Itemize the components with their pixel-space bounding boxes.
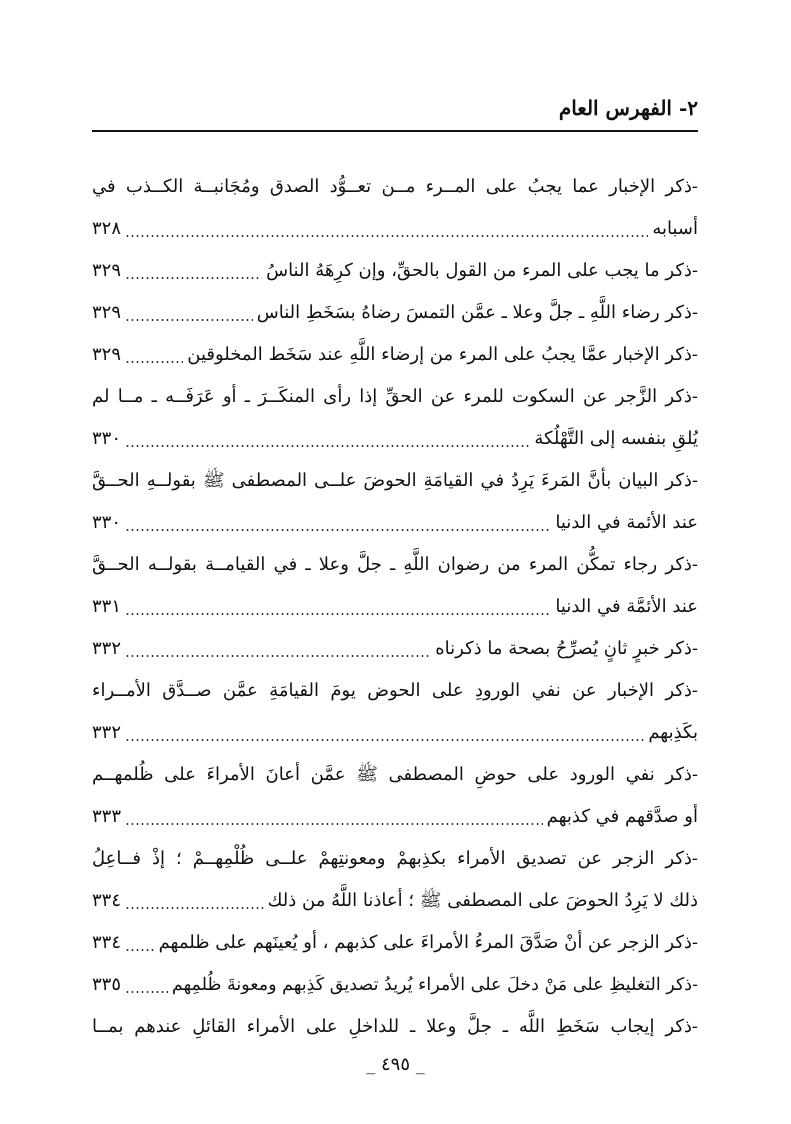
index-line bbox=[92, 166, 698, 208]
dot-leader bbox=[125, 655, 431, 657]
index-line bbox=[92, 544, 698, 586]
entry-text: -ذكر البيان بأنَّ المَرءَ يَرِدُ في القيامَةِ الحوضَ علــى المصطفى ﷺ بقولــهِ الحــقَّ bbox=[92, 470, 698, 491]
index-line bbox=[92, 502, 698, 544]
entry-text: بكَذِبهم bbox=[648, 722, 698, 743]
index-line bbox=[92, 1006, 698, 1048]
entry-text: -ذكر الزجر عن تصديق الأمراء بكذِبهمْ ومعونتِهمْ علــى ظُلْمِهــمْ ؛ إذْ فــاعِلُ bbox=[92, 848, 698, 869]
entry-page-number: ٣٣٤ bbox=[92, 932, 122, 953]
entry-page-number: ٣٢٨ bbox=[92, 218, 122, 239]
header-title: ٢- الفهرس العام bbox=[558, 96, 698, 120]
entry-page-number: ٣٢٩ bbox=[92, 344, 122, 365]
index-line bbox=[92, 922, 698, 964]
index-line bbox=[92, 250, 698, 292]
entry-page-number: ٣٣١ bbox=[92, 596, 122, 617]
entry-text: أسبابه bbox=[652, 218, 698, 239]
entry-text: -ذكر الزجر عن أنْ صَدَّقَ المرءُ الأمراءَ على كذبهم ، أو يُعينَهم على ظلمهم bbox=[159, 932, 698, 953]
page-number: _ ٤٩٥ _ bbox=[366, 1054, 425, 1075]
index-line bbox=[92, 376, 698, 418]
entry-text: -ذكر خبرٍ ثانٍ يُصرِّحُ بصحة ما ذكرناه bbox=[435, 638, 698, 659]
entry-text: -ذكر الإخبار عما يجبُ على المــرء مــن تعــوُّد الصدق ومُجَانبــة الكــذب في bbox=[92, 176, 698, 197]
entry-text: يُلقِ بنفسه إلى التَّهْلُكة bbox=[534, 428, 698, 449]
entry-page-number: ٣٣٠ bbox=[92, 428, 122, 449]
dot-leader bbox=[125, 361, 183, 363]
index-line bbox=[92, 292, 698, 334]
dot-leader bbox=[125, 277, 262, 279]
entry-page-number: ٣٣٠ bbox=[92, 512, 122, 533]
entry-text: -ذكر نفي الورود على حوضِ المصطفى ﷺ عمَّن أعانَ الأمراءَ على ظُلمهــم bbox=[92, 764, 698, 785]
index-line bbox=[92, 838, 698, 880]
entry-text: -ذكر الإخبار عن نفي الورودِ على الحوض يومَ القيامَةِ عمَّن صــدَّق الأمــراء bbox=[92, 680, 698, 701]
entry-text: -ذكر رجاء تمكُّن المرء من رضوان اللَّهِ ـ جلَّ وعلا ـ في القيامــة بقولــه الحــقَّ bbox=[92, 554, 698, 575]
running-header bbox=[92, 96, 698, 128]
entry-text: ذلك لا يَرِدُ الحوضَ على المصطفى ﷺ ؛ أعاذنا اللَّهُ من ذلك bbox=[267, 890, 698, 911]
header-rule bbox=[92, 130, 698, 132]
entry-text: عند الأئمَّة في الدنيا bbox=[555, 596, 698, 617]
entry-text: -ذكر التغليظِ على مَنْ دخلَ على الأمراء يُريدُ تصديق كَذِبهم ومعونةَ ظُلمِهم bbox=[171, 975, 698, 995]
index-line bbox=[92, 712, 698, 754]
entry-text: -ذكر إيجاب سَخَطِ اللَّه ـ جلَّ وعلا ـ للداخلِ على الأمراء القائلِ عندهم بمــا bbox=[92, 1016, 698, 1037]
entry-page-number: ٣٣٥ bbox=[92, 974, 122, 995]
dot-leader bbox=[125, 823, 543, 825]
index-line bbox=[92, 754, 698, 796]
entry-page-number: ٣٣٢ bbox=[92, 722, 122, 743]
index-line bbox=[92, 670, 698, 712]
index-entries bbox=[92, 166, 698, 1048]
entry-page-number: ٣٣٣ bbox=[92, 806, 122, 827]
dot-leader bbox=[125, 319, 253, 321]
index-line bbox=[92, 796, 698, 838]
index-line bbox=[92, 880, 698, 922]
entry-text: أو صدَّقهم في كذبهم bbox=[546, 806, 698, 827]
dot-leader bbox=[125, 529, 551, 531]
index-line bbox=[92, 334, 698, 376]
entry-text: -ذكر ما يجب على المرء من القول بالحقِّ، وإن كرِهَهُ الناسُ bbox=[266, 260, 698, 281]
dot-leader bbox=[125, 991, 168, 993]
dot-leader bbox=[125, 613, 551, 615]
entry-page-number: ٣٣٤ bbox=[92, 890, 122, 911]
dot-leader bbox=[125, 949, 155, 951]
index-line bbox=[92, 586, 698, 628]
entry-text: -ذكر الإخبار عمَّا يجبُ على المرء من إرضاء اللَّهِ عند سَخَط المخلوقين bbox=[187, 344, 698, 365]
entry-text: -ذكر رضاء اللَّهِ ـ جلَّ وعلا ـ عمَّن التمسَ رضاهُ بسَخَطِ الناس bbox=[256, 302, 698, 323]
dot-leader bbox=[125, 907, 264, 909]
entry-page-number: ٣٢٩ bbox=[92, 302, 122, 323]
dot-leader bbox=[125, 235, 648, 237]
dot-leader bbox=[125, 445, 530, 447]
entry-page-number: ٣٣٢ bbox=[92, 638, 122, 659]
index-line bbox=[92, 460, 698, 502]
index-line bbox=[92, 208, 698, 250]
entry-page-number: ٣٢٩ bbox=[92, 260, 122, 281]
entry-text: -ذكر الزَّجر عن السكوت للمرء عن الحقِّ إذا رأى المنكَــرَ ـ أو عَرَفَــه ـ مــا لم bbox=[92, 386, 698, 407]
index-line bbox=[92, 628, 698, 670]
index-line bbox=[92, 964, 698, 1006]
index-line bbox=[92, 418, 698, 460]
dot-leader bbox=[125, 739, 644, 741]
entry-text: عند الأئمة في الدنيا bbox=[555, 512, 698, 533]
